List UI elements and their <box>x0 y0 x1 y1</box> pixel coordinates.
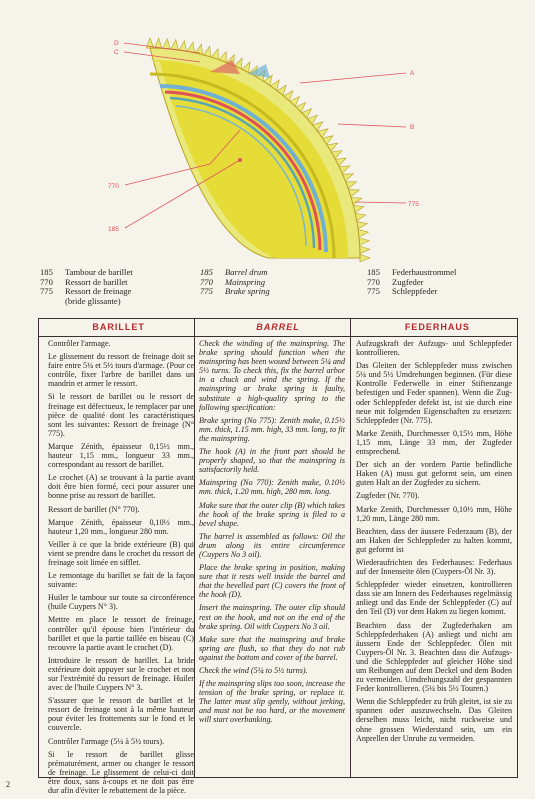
paragraph: If the mainspring slips too soon, increase the tension of the brake spring, or replace it. The latter must slip gently, without jerking, and must not be too hard, or the movement will start overbanking. <box>199 679 345 725</box>
legend-text: Brake spring <box>225 286 270 297</box>
paragraph: S'assurer que le ressort de barillet et le ressort de freinage sont à la même hauteur pour éviter les frottements sur le fond et le couvercle. <box>48 696 194 733</box>
paragraph: Mainspring (No 770): Zenith make, 0.10½ mm. thick, 1.20 mm. high, 280 mm. long. <box>199 478 345 497</box>
paragraph: Schleppfeder wieder einsetzen, kontrollieren dass sie am Innern des Federhauses regelmässig anliegt und das Ende der Schleppfeder (C) auf den Teil (D) vor dem Haken zu liegen kommt. <box>356 580 512 617</box>
legend-text: Ressort de freinage <box>65 286 132 297</box>
label-c: C <box>114 49 119 56</box>
gear-tooth <box>163 39 171 49</box>
paragraph: Huiler le tambour sur toute sa circonférence (huile Cuypers N° 3). <box>48 593 194 612</box>
label-775: 775 <box>408 201 419 208</box>
paragraph: Der sich an der vordern Partie befindliche Haken (A) muss gut geformt sein, um einen guten Halt an der Zugfeder zu sichern. <box>356 460 512 488</box>
column-divider <box>194 319 195 777</box>
paragraph: Make sure that the mainspring and brake spring are flush, so that they do not rub against the bottom and cover of the barrel. <box>199 634 345 662</box>
german-column <box>356 339 512 747</box>
legend-text: Ressort de barillet <box>65 276 128 287</box>
english-column <box>199 339 345 729</box>
page-number: 2 <box>6 780 10 789</box>
paragraph: Make sure that the outer clip (B) which takes the hook of the brake spring is filed to a bevel shape. <box>199 500 345 528</box>
gear-tooth <box>358 230 368 238</box>
label-d: D <box>114 40 119 47</box>
legend-number <box>40 297 65 307</box>
legend-french <box>40 268 133 306</box>
column-divider <box>350 319 351 777</box>
table-header <box>39 319 517 337</box>
legend-text: (bride glissante) <box>65 295 121 306</box>
paragraph: Le glissement du ressort de freinage doit se faire entre 5¼ et 5½ tours d'armage. (Pour ce contrôle, fixer l'arbre de barillet dans un mandrin et armer le ressort. <box>48 352 194 389</box>
paragraph: The barrel is assembled as follows: Oil the drum along its entire circumference (Cuypers No 3 oil). <box>199 531 345 559</box>
paragraph: Le remontage du barillet se fait de la façon suivante: <box>48 571 194 590</box>
paragraph: Le crochet (A) se trouvant à la partie avant doit être bien formé, ceci pour assurer une bonne prise au ressort de barillet. <box>48 473 194 501</box>
legend-row <box>367 287 456 297</box>
legend-number: 185 <box>367 267 380 277</box>
gear-tooth <box>357 221 368 228</box>
paragraph: Si le ressort de barillet ou le ressort de freinage est défectueux, le remplacer par une pièce de qualité dont les caractéristiques sont les suivantes: Ressort de freinage (N° 775). <box>48 392 194 438</box>
paragraph: Mettre en place le ressort de freinage, contrôler qu'il épouse bien l'intérieur du barillet et que la partie taillée en biseau (C) recouvre la partie avant le crochet (D). <box>48 615 194 652</box>
paragraph: Marque Zénith, épaisseur 0,15½ mm., hauteur 1,15 mm., longueur 33 mm., correspondant au ressort de barillet. <box>48 441 194 470</box>
arbor-point <box>238 158 242 162</box>
legend-text: Zugfeder <box>392 276 424 287</box>
paragraph: Wiederaufrichten des Federhauses: Federhaus auf der Innenseite ölen (Cuypers-Öl Nr. 3). <box>356 557 512 577</box>
paragraph: Wenn die Schleppfeder zu früh gleitet, ist sie zu spannen oder auszuwechseln. Das Gleiten derselben muss leicht, nicht ruckweise und ohne grossen Wiederstand sein, um ein Anprellen der Unruhe zu vermeiden. <box>356 697 512 743</box>
legend-text: Barrel drum <box>225 267 268 277</box>
label-770: 770 <box>108 183 119 190</box>
paragraph: Contrôler l'armage. <box>48 339 111 348</box>
legend-row <box>200 287 270 297</box>
legend-number: 770 <box>367 276 380 287</box>
legend-german <box>367 268 456 297</box>
french-column <box>48 339 194 799</box>
gear-tooth <box>171 40 179 50</box>
legend-number: 185 <box>40 267 53 277</box>
paragraph: Check the winding of the mainspring. The brake spring should function when the mainspring has been wound between 5¼ and 5½ turns. To check this, fix the barrel arbor in a chuck and wind the spring. If the mainspring or brake spring is faulty, substitute a high-quality spring to the following specification: <box>199 339 345 412</box>
paragraph: Brake spring (No 775): Zenith make, 0.15½ mm. thick, 1.15 mm. high, 33 mm. long, to fit the mainspring. <box>199 415 345 443</box>
instructions-table <box>38 318 518 796</box>
header-federhaus: FEDERHAUS <box>404 322 470 332</box>
legend-number: 775 <box>40 286 53 297</box>
legend-number: 775 <box>200 286 213 297</box>
legend-text: Federhaustrommel <box>392 267 457 277</box>
legend-text: Mainspring <box>225 276 266 287</box>
paragraph: Aufzugskraft der Aufzugs- und Schleppfeder kontrollieren. <box>356 339 512 358</box>
paragraph: Beachten, dass der äussere Federzaum (B), der am Haken der Schleppfeder zu halten kommt, gut geformt ist <box>356 526 512 554</box>
label-a: A <box>410 70 415 77</box>
gear-tooth <box>179 41 186 52</box>
legend-number: 770 <box>40 276 53 287</box>
paragraph: Veiller à ce que la bride extérieure (B) qui vient se prendre dans le crochet du ressort de freinage soit limée en sifflet. <box>48 539 194 567</box>
paragraph: Das Gleiten der Schleppfeder muss zwischen 5¼ und 5½ Umdrehungen beginnen. (Für diese Kontrolle Federwelle in einer Stiftenzange befestigen und Feder spannen). Wenn die Zug- oder Schleppfeder defekt ist, ist sie durch eine neue mit folgenden Eigenschaften zu ersetzen: Schleppfeder (Nr. 775). <box>356 361 512 425</box>
paragraph: The hook (A) in the front part should be properly shaped, so that the mainspring is satisfactorily held. <box>199 447 345 475</box>
legend-text: Tambour de barillet <box>65 267 133 277</box>
legend-row <box>40 297 133 307</box>
label-b: B <box>410 124 415 131</box>
gear-tooth <box>360 254 370 262</box>
legend-text: Schleppfeder <box>392 286 438 297</box>
paragraph: Zugfeder (Nr. 770). <box>356 491 420 501</box>
legend-number: 185 <box>200 267 213 277</box>
paragraph: Contrôler l'armage (5¼ à 5½ tours). <box>48 736 165 746</box>
paragraph: Marke Zenith, Durchmesser 0,10½ mm, Höhe 1,20 mm, Länge 280 mm. <box>356 504 512 523</box>
legend-english <box>200 268 270 297</box>
paragraph: Check the wind (5¼ to 5½ turns). <box>199 666 308 675</box>
barrel-diagram <box>0 0 535 262</box>
paragraph: Insert the mainspring. The outer clip should rest on the hook, and not on the end of the brake spring. Oil with Cuypers No 3 oil. <box>199 603 345 631</box>
paragraph: Marque Zénith, épaisseur 0,10½ mm., hauteur 1,20 mm., longueur 280 mm. <box>48 517 194 536</box>
gear-tooth <box>359 238 369 246</box>
paragraph: Ressort de barillet (N° 770). <box>48 504 140 514</box>
gear-tooth <box>360 246 370 254</box>
paragraph: Place the brake spring in position, making sure that it rests well inside the barrel and that the bevelled part (C) covers the front of the hook (D). <box>199 563 345 600</box>
paragraph: Introduire le ressort de barillet. La bride extérieure doit appuyer sur le crochet et non sur l'extrémité du ressort de freinage. Huiler avec de l'huile Cuypers N° 3. <box>48 655 194 693</box>
paragraph: Si le ressort de barillet glisse prématurément, armer ou changer le ressort de freinage. Le glissement de celui-ci doit être doux, sans à-coups et ne doit pas être dur afin d'éviter le rebattement de la pièce. <box>48 749 194 796</box>
paragraph: Marke Zenith, Durchmesser 0,15½ mm, Höhe 1,15 mm, Länge 33 mm, der Zugfeder entsprechend. <box>356 428 512 457</box>
label-185: 185 <box>108 226 119 233</box>
legend-number: 775 <box>367 286 380 297</box>
paragraph: Beachten dass der Zugfederhaken am Schleppfederhaken (A) anliegt und nicht am äussern Ende der Schleppfeder. Ölen mit Cuypers-Öl Nr. 3. Beachten dass die Aufzugs- und die Schleppfeder auf gleicher Höhe sind um Reibungen auf dem Deckel und dem Boden zu vermeiden. Umdrehungszahl der gespannten Feder kontrollieren. (5¼ bis 5½ Touren.) <box>356 620 512 694</box>
header-barrel: BARREL <box>256 322 300 332</box>
header-barillet: BARILLET <box>92 322 145 332</box>
legend-number: 770 <box>200 276 213 287</box>
